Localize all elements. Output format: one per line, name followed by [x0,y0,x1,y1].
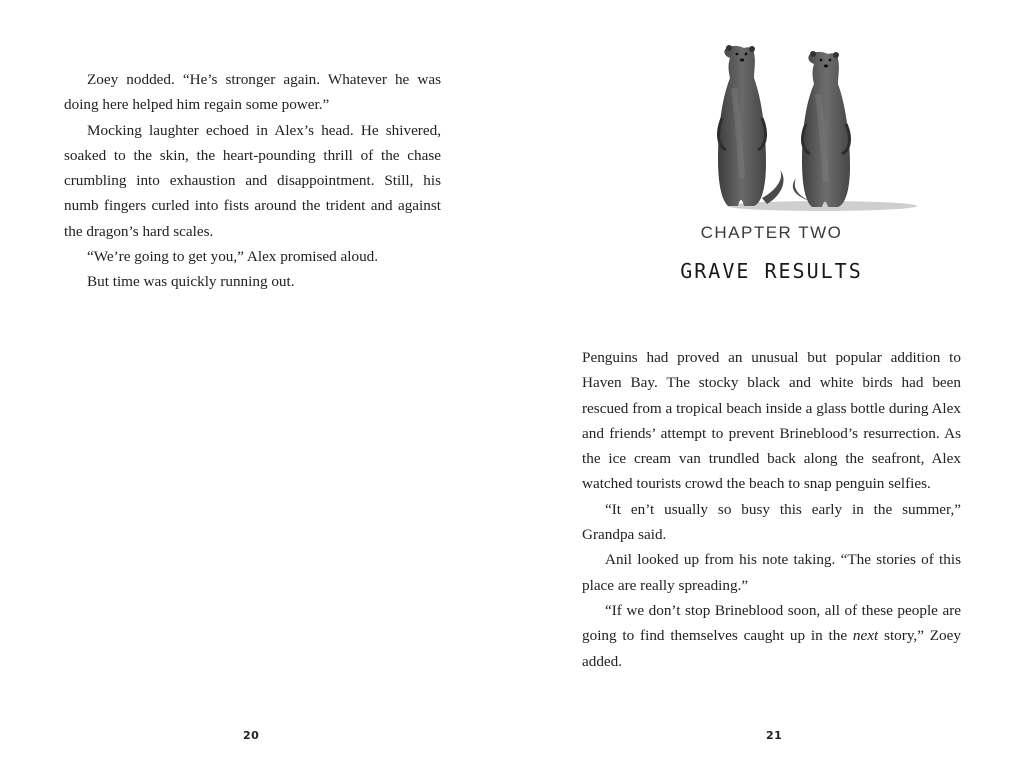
paragraph: Penguins had proved an unusual but popular addition to Haven Bay. The stocky black and white birds had been rescued from a tropical beach inside a glass bottle during Alex and friends’ attempt to prevent Brineblood’s resurrection. As the ice cream van trundled back along the seafront, Alex watched tourists crowd the beach to snap penguin selfies. [582,349,961,493]
paragraph: “We’re going to get you,” Alex promised aloud. [87,248,379,266]
chapter-title: GRAVE RESULTS [680,259,863,283]
paragraph: But time was quickly running out. [87,273,295,291]
page-number: 21 [766,729,783,742]
right-otter-nose [824,65,828,68]
chapter-label: CHAPTER TWO [700,223,843,242]
left-page-text [64,67,441,295]
right-otter-body [802,52,850,207]
paragraph: Zoey nodded. “He’s stronger again. Whatever he was doing here helped him regain some power.” [64,71,441,114]
right-otter-eye [820,59,823,62]
paragraph: Anil looked up from his note taking. “The stories of this place are really spreading.” [582,551,961,594]
two-otters-illustration [692,38,972,218]
right-page [512,0,1024,780]
right-otter-ear [833,52,839,58]
paragraph-text: “If we don’t stop Brineblood soon, all of these people are going to find themselves caught up in the [582,601,961,645]
left-otter-body [718,46,766,206]
paragraph: “It en’t usually so busy this early in the summer,” Grandpa said. [582,500,961,544]
page-number: 20 [243,729,260,742]
left-otter-nose [740,59,744,62]
paragraph-text: story,” Zoey added. [582,627,961,670]
paragraph: Mocking laughter echoed in Alex’s head. He shivered, soaked to the skin, the heart-pounding thrill of the chase crumbling into exhaustion and disappointment. Still, his numb fingers curled into fists around the trident and against the dragon’s hard scales. [64,121,441,240]
right-otter-eye [829,59,832,62]
paragraph [582,598,961,674]
left-otter-eye [736,53,739,56]
emphasis-text: next [852,627,879,645]
right-otter-ear [810,51,816,57]
left-otter-eye [745,53,748,56]
left-otter-ear [749,46,755,52]
left-otter-ear [726,45,732,51]
right-page-text [582,345,961,674]
